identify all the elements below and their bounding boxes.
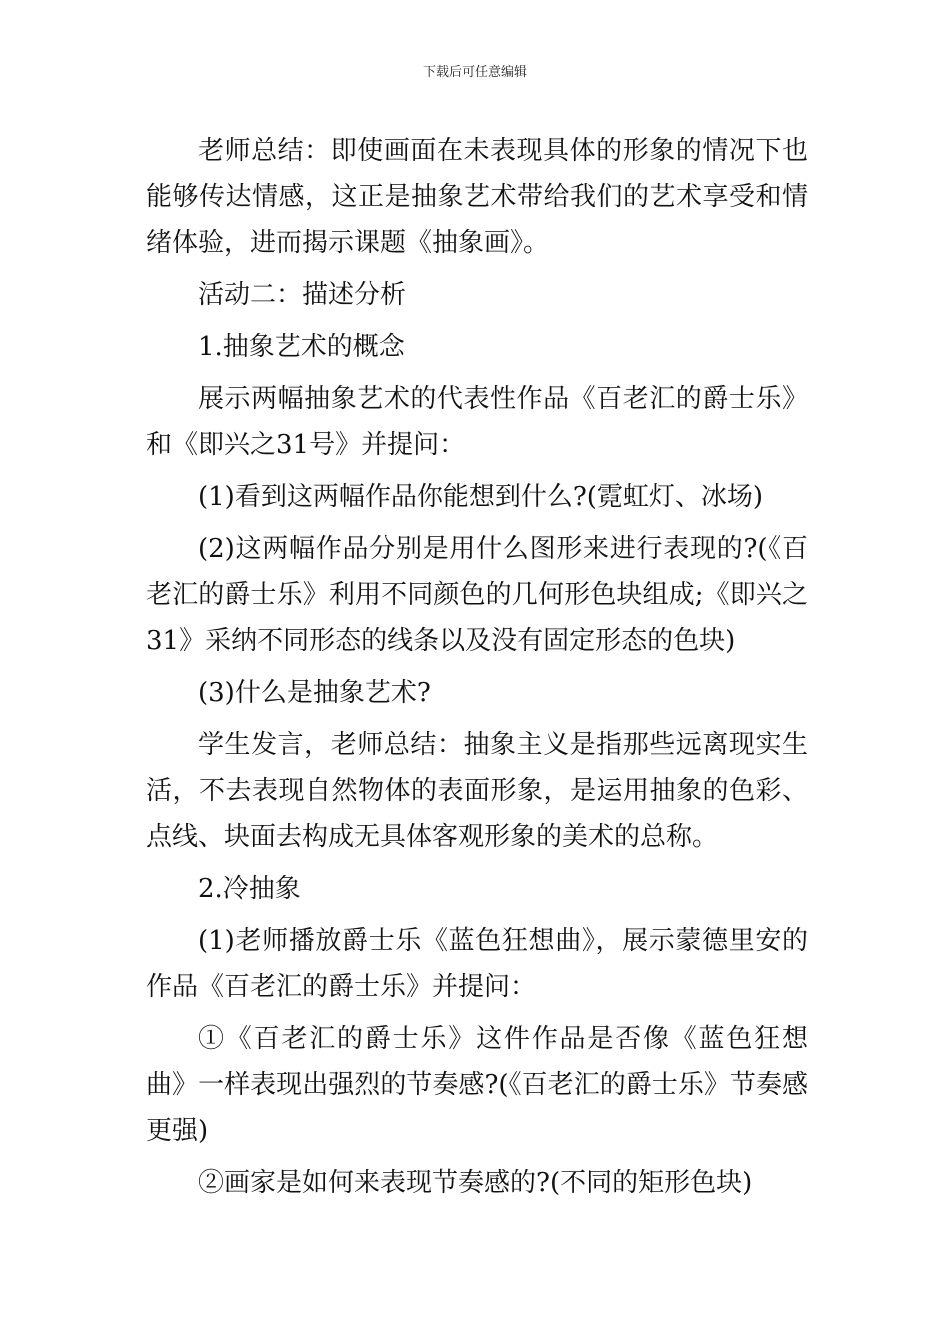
paragraph-rhythm-method: ②画家是如何来表现节奏感的?(不同的矩形色块): [198, 1168, 753, 1198]
paragraph-question-1: (1)看到这两幅作品你能想到什么?(霓虹灯、冰场): [198, 482, 764, 512]
paragraph-question-2: (2)这两幅作品分别是用什么图形来进行表现的?(《百老汇的爵士乐》利用不同颜色的几何形色块组成;《即兴之31》采纳不同形态的线条以及没有固定形态的色块): [146, 534, 808, 656]
paragraph-cold-abstract-heading: 2.冷抽象: [198, 874, 301, 904]
paragraph-play-jazz: (1)老师播放爵士乐《蓝色狂想曲》，展示蒙德里安的作品《百老汇的爵士乐》并提问：: [146, 926, 808, 1002]
paragraph-question-3: (3)什么是抽象艺术?: [198, 678, 431, 708]
paragraph-show-works: 展示两幅抽象艺术的代表性作品《百老汇的爵士乐》和《即兴之31号》并提问：: [146, 384, 808, 460]
page-header: 下载后可任意编辑: [422, 65, 527, 80]
paragraph-student-summary: 学生发言，老师总结：抽象主义是指那些远离现实生活，不去表现自然物体的表面形象，是运用抽象的色彩、点线、块面去构成无具体客观形象的美术的总称。: [146, 730, 808, 852]
paragraph-concept-heading: 1.抽象艺术的概念: [198, 332, 405, 362]
paragraph-activity-two: 活动二：描述分析: [198, 280, 407, 310]
document-body: [146, 128, 808, 1212]
paragraph-rhythm-question: ①《百老汇的爵士乐》这件作品是否像《蓝色狂想曲》一样表现出强烈的节奏感?(《百老汇的爵士乐》节奏感更强): [146, 1024, 808, 1146]
paragraph-teacher-summary: 老师总结：即使画面在未表现具体的形象的情况下也能够传达情感，这正是抽象艺术带给我们的艺术享受和情绪体验，进而揭示课题《抽象画》。: [146, 136, 808, 258]
